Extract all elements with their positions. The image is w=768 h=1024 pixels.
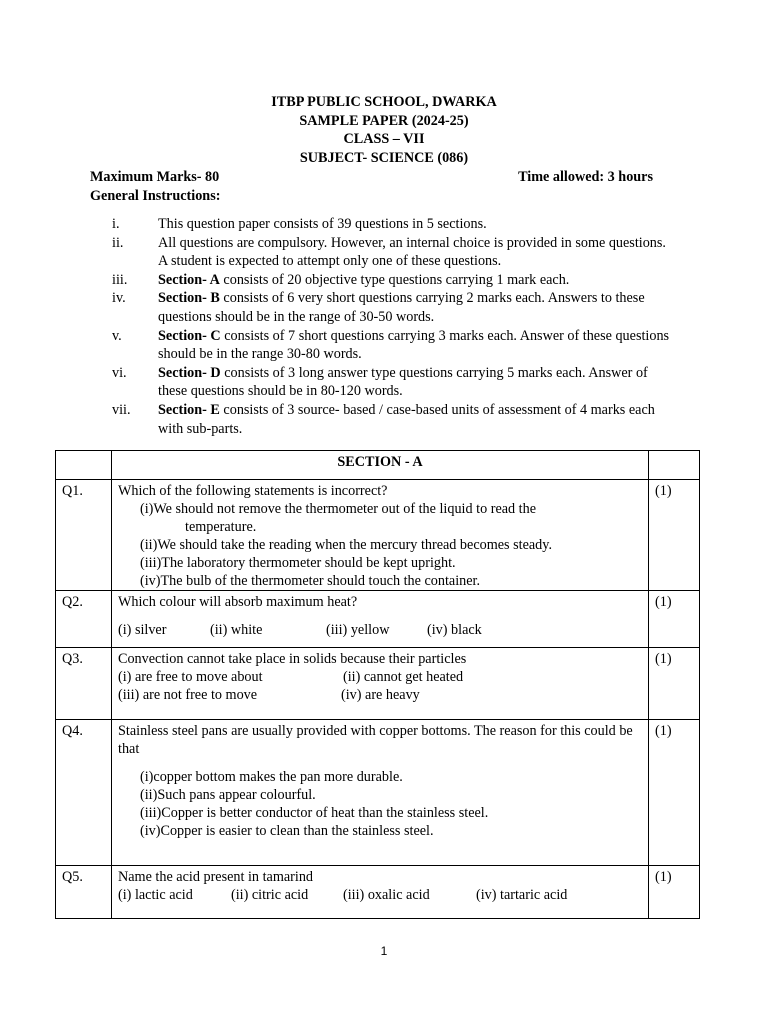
- option-item: (ii)We should take the reading when the mercury thread becomes steady.: [140, 537, 552, 553]
- subject-name: SUBJECT- SCIENCE (086): [299, 149, 469, 166]
- option-line: [118, 686, 642, 704]
- option-item: (ii)Such pans appear colourful.: [140, 787, 316, 803]
- option-item: (iii) yellow: [326, 622, 390, 638]
- option-item: (iii) are not free to move: [118, 687, 258, 703]
- option-item: (i) silver: [118, 622, 167, 638]
- paper-header: [0, 93, 768, 167]
- school-name: ITBP PUBLIC SCHOOL, DWARKA: [271, 94, 497, 110]
- question-content: [112, 866, 649, 919]
- question-number: Q5.: [56, 866, 112, 919]
- page-number: 1: [380, 944, 388, 958]
- option-item: (iv) black: [427, 622, 482, 638]
- instruction-item: iii. Section- A consists of 20 objective type questions carrying 1 mark each.: [112, 271, 570, 288]
- option-item: (iv) are heavy: [341, 687, 420, 703]
- option-list: [118, 500, 642, 590]
- question-number: Q3.: [56, 648, 112, 720]
- question-marks: (1): [649, 480, 700, 591]
- option-item: (ii) citric acid: [231, 887, 309, 903]
- question-row: [56, 648, 700, 720]
- question-text: Stainless steel pans are usually provided with copper bottoms. The reason for this could be that: [118, 723, 633, 757]
- question-row: [56, 720, 700, 866]
- instruction-item: v. Section- C consists of 7 short questions carrying 3 marks each. Answer of these questions should be in the range 30-80 words.: [112, 327, 670, 363]
- question-number: Q1.: [56, 480, 112, 591]
- instruction-item: i. This question paper consists of 39 questions in 5 sections.: [112, 216, 487, 232]
- question-text: Which colour will absorb maximum heat?: [118, 594, 358, 610]
- question-text: Name the acid present in tamarind: [118, 869, 314, 885]
- instruction-item: vii. Section- E consists of 3 source- based / case-based units of assessment of 4 marks each with sub-parts.: [112, 401, 655, 437]
- question-marks: (1): [649, 720, 700, 866]
- option-item: (i)copper bottom makes the pan more durable.: [140, 769, 403, 785]
- question-content: [112, 648, 649, 720]
- section-header-row: [56, 451, 700, 480]
- instruction-item: ii. All questions are compulsory. However, an internal choice is provided in some questions. A student is expected to attempt only one of these questions.: [112, 234, 666, 270]
- question-row: [56, 591, 700, 648]
- option-item: (iii) oxalic acid: [343, 887, 430, 903]
- question-number: Q2.: [56, 591, 112, 648]
- option-list: [118, 768, 642, 840]
- question-number: Q4.: [56, 720, 112, 866]
- option-item: (ii) cannot get heated: [343, 669, 464, 685]
- option-item: (i) lactic acid: [118, 887, 193, 903]
- question-text: Convection cannot take place in solids because their particles: [118, 651, 467, 667]
- instruction-item: iv. Section- B consists of 6 very short questions carrying 2 marks each. Answers to these questions should be in the range of 30-50 words.: [112, 290, 645, 325]
- instruction-item: vi. Section- D consists of 3 long answer type questions carrying 5 marks each. Answer of these questions should be in 80-120 words.: [112, 364, 648, 400]
- question-text: Which of the following statements is incorrect?: [118, 483, 388, 499]
- option-item: (i) are free to move about: [118, 669, 263, 685]
- question-content: [112, 480, 649, 591]
- option-line: [118, 886, 642, 904]
- option-item: (iv) tartaric acid: [476, 887, 568, 903]
- paper-title: SAMPLE PAPER (2024-25): [299, 112, 469, 129]
- option-item: (iv)The bulb of the thermometer should touch the container.: [140, 573, 481, 589]
- question-marks: (1): [649, 648, 700, 720]
- time-allowed: Time allowed: 3 hours: [518, 169, 653, 185]
- section-title: SECTION - A: [112, 451, 649, 480]
- class-name: CLASS – VII: [343, 131, 425, 148]
- marks-row: [90, 168, 653, 187]
- maximum-marks: Maximum Marks- 80: [90, 169, 220, 185]
- question-row: [56, 866, 700, 919]
- questions-table: [55, 450, 700, 919]
- question-marks: (1): [649, 866, 700, 919]
- option-list: [118, 621, 642, 639]
- instructions-list: [112, 215, 672, 438]
- option-item: (iii)The laboratory thermometer should be kept upright.: [140, 555, 456, 571]
- question-content: [112, 591, 649, 648]
- option-continuation: temperature.: [185, 519, 257, 535]
- question-marks: (1): [649, 591, 700, 648]
- question-row: [56, 480, 700, 591]
- option-item: (iv)Copper is easier to clean than the stainless steel.: [140, 823, 434, 839]
- option-item: (iii)Copper is better conductor of heat than the stainless steel.: [140, 805, 489, 821]
- option-item: (i)We should not remove the thermometer out of the liquid to read the: [140, 501, 537, 517]
- general-instructions-label: General Instructions:: [90, 188, 221, 204]
- option-line: [118, 668, 642, 686]
- option-item: (ii) white: [210, 622, 263, 638]
- question-content: [112, 720, 649, 866]
